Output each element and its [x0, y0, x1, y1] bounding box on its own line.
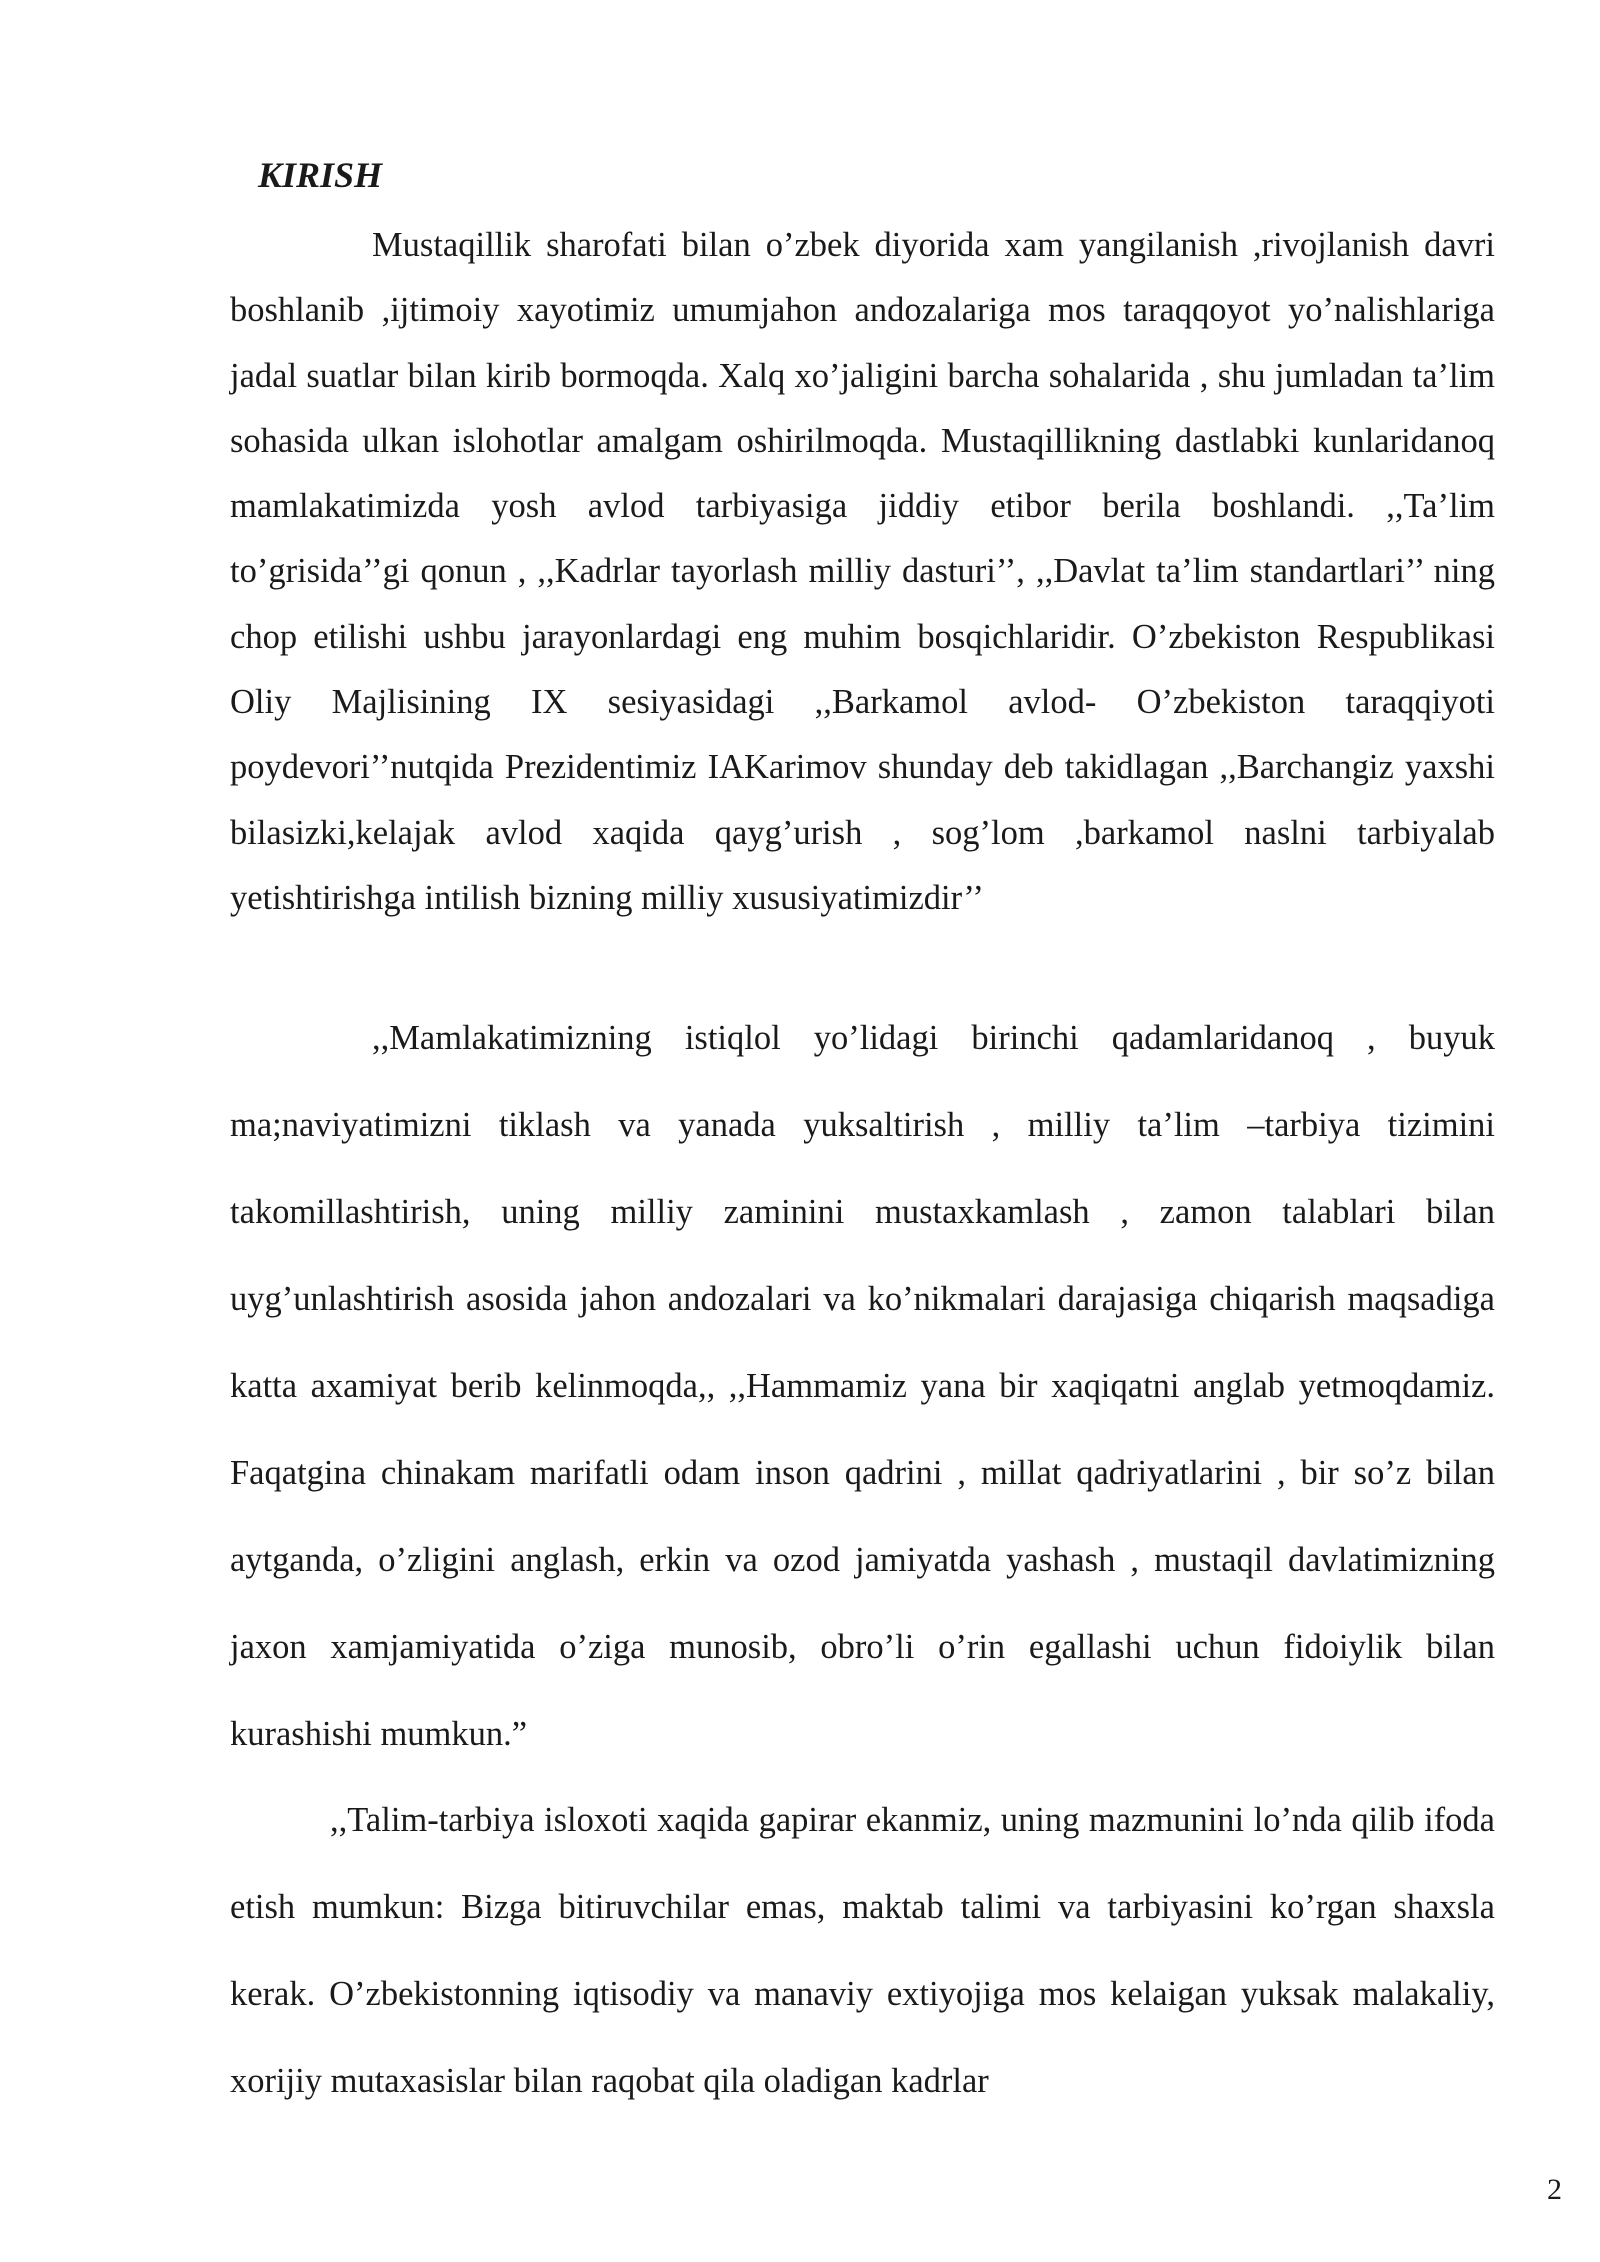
paragraph-3: ,,Talim-tarbiya isloxoti xaqida gapirar ekanmiz, uning mazmunini lo’nda qilib ifoda etish mumkun: Bizga bitiruvchilar emas, maktab talimi va tarbiyasini ko’rgan shaxsla kerak. O’zbekistonning iqtisodiy va manaviy extiyojiga mos kelaigan yuksak malakaliy, xorijiy mutaxasislar bilan raqobat qila oladigan kadrlar: [230, 1801, 1495, 2100]
paragraph-2: ,,Mamlakatimizning istiqlol yo’lidagi birinchi qadamlaridanoq , buyuk ma;naviyatimizni tiklash va yanada yuksaltirish , milliy ta’lim –tarbiya tizimini takomillashtirish, uning milliy zaminini mustaxkamlash , zamon talablari bilan uyg’unlashtirish asosida jahon andozalari va ko’nikmalari darajasiga chiqarish maqsadiga katta axamiyat berib kelinmoqda,, ,,Hammamiz yana bir xaqiqatni anglab yetmoqdamiz. Faqatgina chinakam marifatli odam inson qadrini , millat qadriyatlarini , bir so’z bilan aytganda, o’zligini anglash, erkin va ozod jamiyatda yashash , mustaqil davlatimizning jaxon xamjamiyatida o’ziga munosib, obro’li o’rin egallashi uchun fidoiylik bilan kurashishi mumkun.”: [230, 1019, 1495, 1753]
page-number: 2: [1547, 2173, 1562, 2206]
paragraph-1: Mustaqillik sharofati bilan o’zbek diyorida xam yangilanish ,rivojlanish davri boshlanib ,ijtimoiy xayotimiz umumjahon andozalariga mos taraqqoyot yo’nalishlariga jadal suatlar bilan kirib bormoqda. Xalq xo’jaligini barcha sohalarida , shu jumladan ta’lim sohasida ulkan islohotlar amalgam oshirilmoqda. Mustaqillikning dastlabki kunlaridanoq mamlakatimizda yosh avlod tarbiyasiga jiddiy etibor berila boshlandi. ,,Ta’lim to’grisida’’gi qonun , ,,Kadrlar tayorlash milliy dasturi’’, ,,Davlat ta’lim standartlari’’ ning chop etilishi ushbu jarayonlardagi eng muhim bosqichlaridir. O’zbekiston Respublikasi Oliy Majlisining IX sesiyasidagi ,,Barkamol avlod- O’zbekiston taraqqiyoti poydevori’’nutqida Prezidentimiz IAKarimov shunday deb takidlagan ,,Barchangiz yaxshi bilasizki,kelajak avlod xaqida qayg’urish , sog’lom ,barkamol naslni tarbiyalab yetishtirishga intilish bizning milliy xususiyatimizdir’’: [230, 226, 1495, 917]
section-heading: KIRISH: [258, 155, 383, 195]
